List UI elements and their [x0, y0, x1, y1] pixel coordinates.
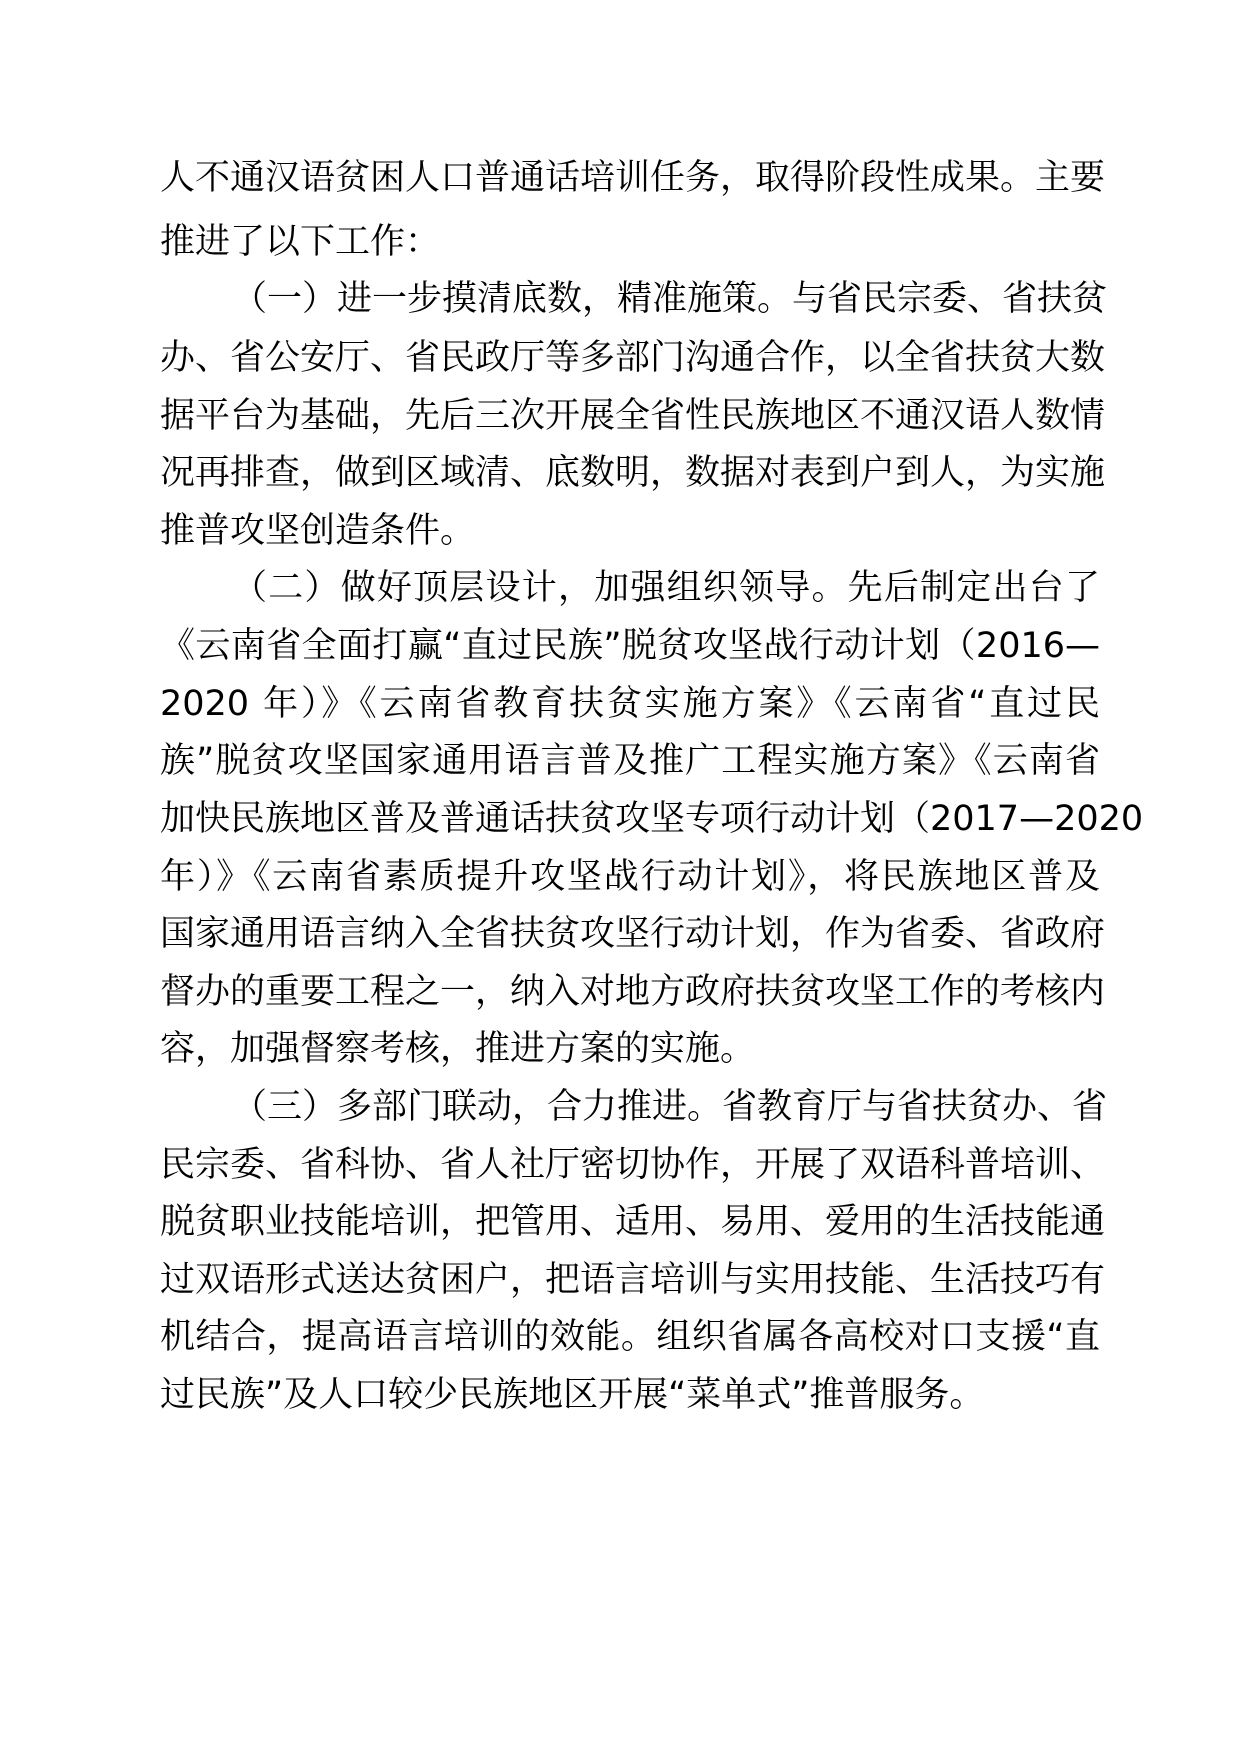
- text-line: 加快民族地区普及普通话扶贫攻坚专项行动计划（2017—2020: [160, 799, 1144, 839]
- text-line: （二）做好顶层设计，加强组织领导。先后制定出台了: [232, 568, 1100, 608]
- text-line: 过民族”及人口较少民族地区开展“菜单式”推普服务。: [160, 1375, 985, 1415]
- text-line: 《云南省全面打赢“直过民族”脱贫攻坚战行动计划（2016—: [160, 626, 1100, 666]
- text-line: 2020 年）》《云南省教育扶贫实施方案》《云南省“直过民: [160, 684, 1100, 724]
- text-line: 机结合，提高语言培训的效能。组织省属各高校对口支援“直: [160, 1317, 1100, 1357]
- text-line: 况再排查，做到区域清、底数明，数据对表到户到人，为实施: [160, 453, 1106, 493]
- text-line: 年）》《云南省素质提升攻坚战行动计划》，将民族地区普及: [160, 857, 1100, 897]
- text-line: 人不通汉语贫困人口普通话培训任务，取得阶段性成果。主要: [160, 158, 1106, 198]
- text-line: （三）多部门联动，合力推进。省教育厅与省扶贫办、省: [232, 1087, 1108, 1127]
- text-line: 国家通用语言纳入全省扶贫攻坚行动计划，作为省委、省政府: [160, 914, 1106, 954]
- text-line: 容，加强督察考核，推进方案的实施。: [160, 1029, 756, 1069]
- text-line: 推进了以下工作：: [160, 222, 441, 262]
- text-line: 督办的重要工程之一，纳入对地方政府扶贫攻坚工作的考核内: [160, 972, 1106, 1012]
- text-line: 据平台为基础，先后三次开展全省性民族地区不通汉语人数情: [160, 396, 1106, 436]
- text-line: 脱贫职业技能培训，把管用、适用、易用、爱用的生活技能通: [160, 1202, 1106, 1242]
- text-line: 民宗委、省科协、省人社厅密切协作，开展了双语科普培训、: [160, 1145, 1106, 1185]
- text-line: 推普攻坚创造条件。: [160, 511, 476, 551]
- text-line: 族”脱贫攻坚国家通用语言普及推广工程实施方案》《云南省: [160, 741, 1100, 781]
- text-line: 过双语形式送达贫困户，把语言培训与实用技能、生活技巧有: [160, 1260, 1106, 1300]
- text-line: （一）进一步摸清底数，精准施策。与省民宗委、省扶贫: [232, 279, 1108, 319]
- text-line: 办、省公安厅、省民政厅等多部门沟通合作，以全省扶贫大数: [160, 338, 1106, 378]
